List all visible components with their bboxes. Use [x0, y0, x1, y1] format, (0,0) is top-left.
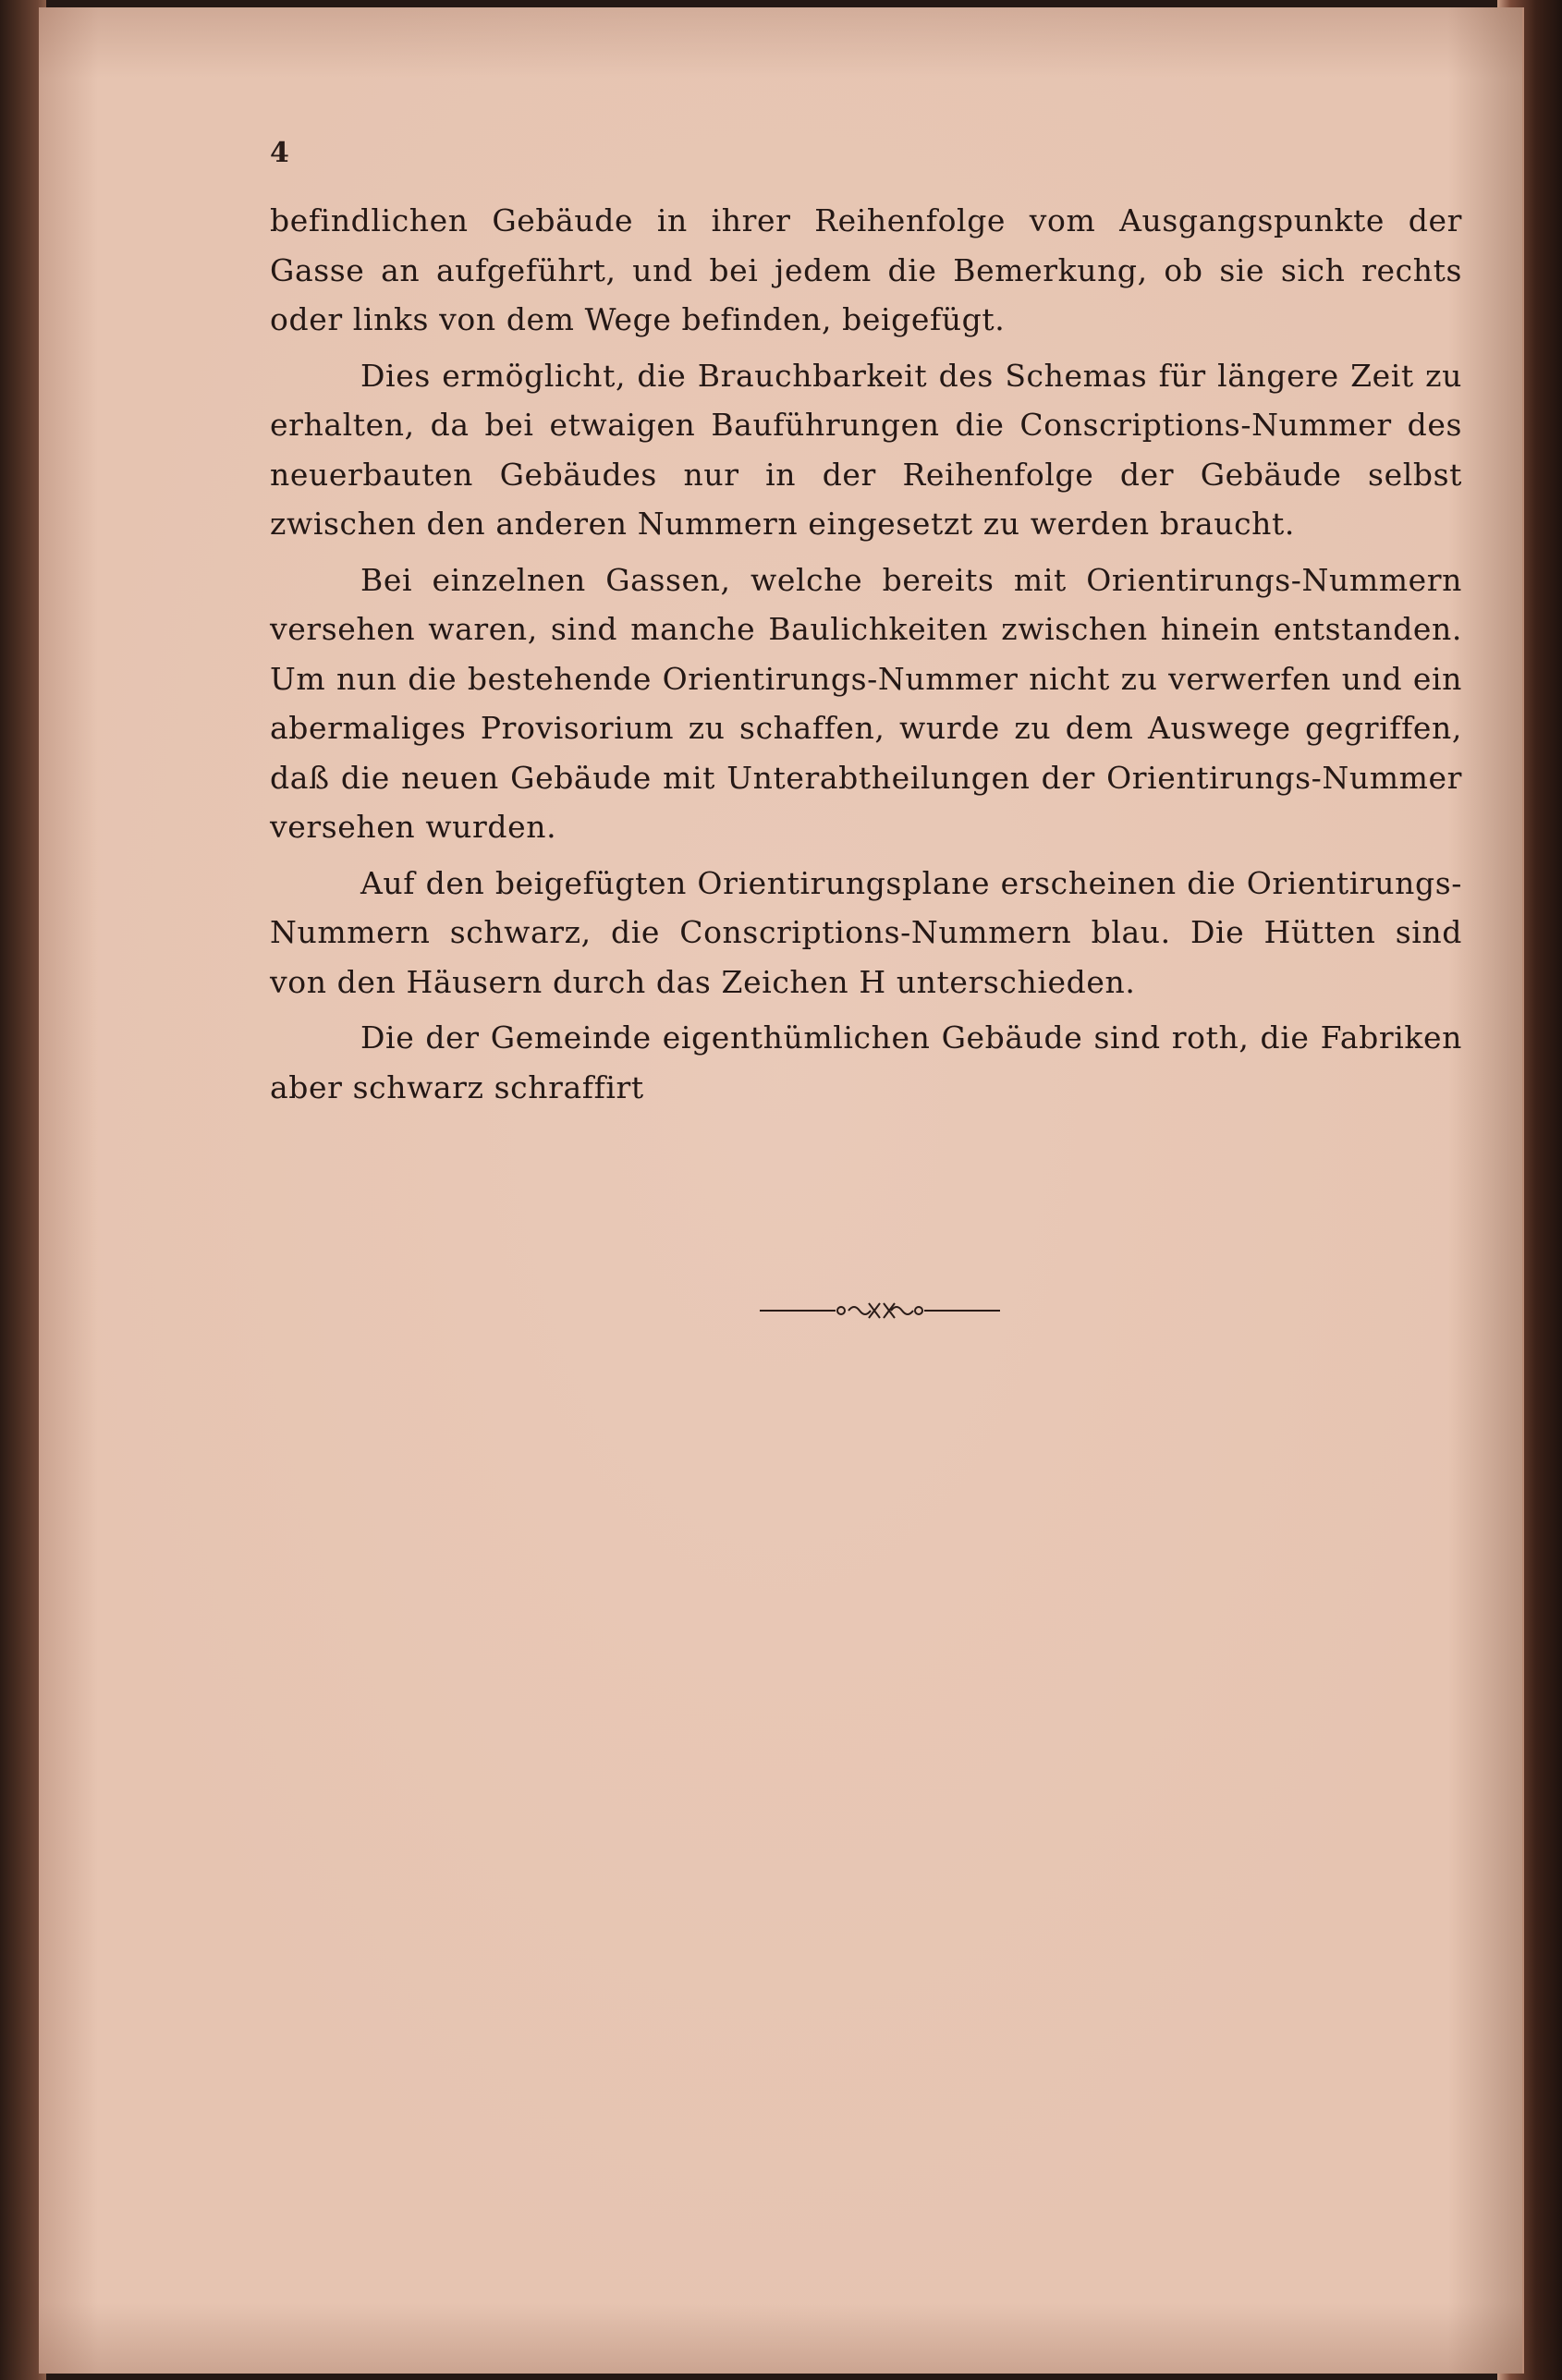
body-text — [270, 196, 1462, 1118]
paragraph-4: Auf den beigefügten Orientirungsplane erscheinen die Orientirungs-Nummern schwarz, die Conscriptions-Nummern blau. Die Hütten sind von den Häusern durch das Zeichen H unterschieden. — [270, 864, 1462, 1000]
paragraph-5: Die der Gemeinde eigenthümlichen Gebäude sind roth, die Fabriken aber schwarz schraffirt — [270, 1019, 1462, 1105]
paragraph-3: Bei einzelnen Gassen, welche bereits mit Orientirungs-Nummern versehen waren, sind manche Baulichkeiten zwischen hinein entstanden. Um nun die bestehende Orientirungs-Nummer nicht zu verwerfen und ein abermaliges Provisorium zu schaffen, wurde zu dem Auswege gegriffen, daß die neuen Gebäude mit Unterabtheilungen der Orientirungs-Nummer versehen wurden. — [270, 561, 1462, 845]
decorative-rule-icon — [760, 1300, 1000, 1322]
page-number: 4 — [270, 137, 289, 169]
page-sheet — [39, 7, 1524, 2374]
paragraph-2: Dies ermöglicht, die Brauchbarkeit des Schemas für längere Zeit zu erhalten, da bei etwaigen Bauführungen die Conscriptions-Nummer des neuerbauten Gebäudes nur in der Reihenfolge der Gebäude selbst zwischen den anderen Nummern eingesetzt zu werden braucht. — [270, 357, 1462, 542]
paragraph-1: befindlichen Gebäude in ihrer Reihenfolge vom Ausgangspunkte der Gasse an aufgeführt, und bei jedem die Bemerkung, ob sie sich rechts oder links von dem Wege befinden, beigefügt. — [270, 202, 1462, 337]
